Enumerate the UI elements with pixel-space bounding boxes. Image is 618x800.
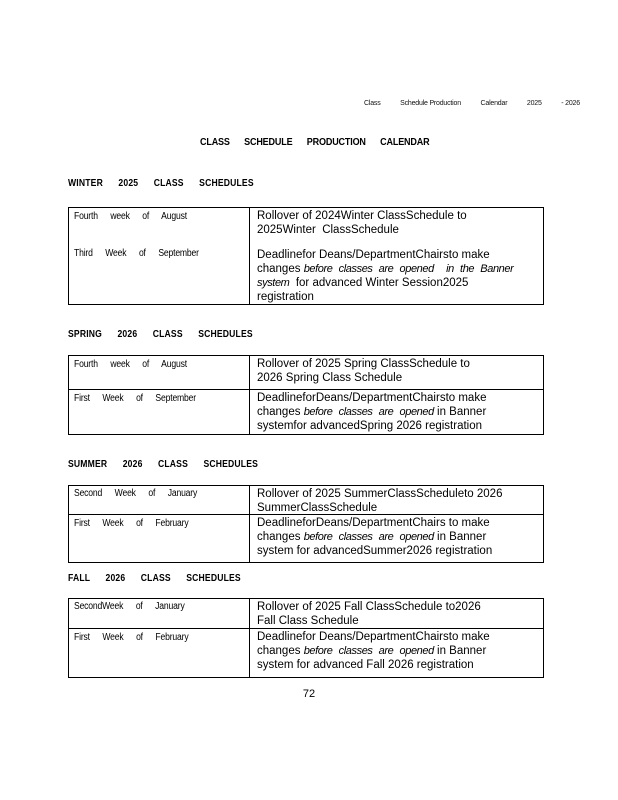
cell-when: First Week of February	[69, 629, 250, 677]
cell-what: Rollover of 2024Winter ClassSchedule to 2025Winter ClassSchedule	[257, 210, 467, 236]
cell-what: Deadlinefor Deans/DepartmentChairsto make changes before classes are opened in the Banner system for advanced Winter Session2025 registration	[257, 249, 514, 303]
section-heading-summer: SUMMER 2026 CLASS SCHEDULES	[68, 459, 259, 470]
running-header	[364, 100, 580, 107]
cell-when: First Week of September	[69, 390, 250, 434]
cell-what: Rollover of 2025 SummerClassScheduleto 2026 SummerClassSchedule	[257, 488, 503, 514]
page-title-text: CLASS SCHEDULE PRODUCTION CALENDAR	[200, 136, 430, 148]
page-number: 72	[302, 688, 316, 700]
cell-what: DeadlineforDeans/DepartmentChairsto make changes before classes are opened in Banner systemfor advancedSpring 2026 registration	[257, 392, 487, 432]
cell-when: Second Week of January	[69, 486, 250, 514]
page-title	[200, 136, 460, 148]
cell-what: Rollover of 2025 Spring ClassSchedule to 2026 Spring Class Schedule	[257, 358, 470, 384]
cell-when: Fourth week of August	[69, 208, 250, 247]
cell-when: SecondWeek of January	[69, 599, 250, 628]
running-header-part: Class	[364, 100, 381, 107]
schedule-table-summer	[68, 485, 544, 563]
table-row	[69, 356, 543, 390]
cell-when: Fourth week of August	[69, 356, 250, 389]
table-row	[69, 515, 543, 562]
section-heading-spring: SPRING 2026 CLASS SCHEDULES	[68, 329, 253, 340]
cell-what: DeadlineforDeans/DepartmentChairs to make changes before classes are opened in Banner system for advancedSummer2026 registration	[257, 517, 493, 557]
section-heading-fall: FALL 2026 CLASS SCHEDULES	[68, 573, 241, 584]
table-row	[69, 390, 543, 434]
running-header-part: Calendar	[480, 100, 508, 107]
section-heading-winter: WINTER 2025 CLASS SCHEDULES	[68, 178, 254, 189]
schedule-table-spring	[68, 355, 544, 435]
running-header-part: Schedule Production	[400, 100, 461, 107]
table-row	[69, 599, 543, 629]
cell-what: Deadlinefor Deans/DepartmentChairsto make changes before classes are opened in Banner system for advanced Fall 2026 registration	[257, 631, 490, 671]
running-header-part: - 2026	[561, 100, 580, 107]
schedule-table-winter	[68, 207, 544, 305]
table-row	[69, 247, 543, 304]
cell-what: Rollover of 2025 Fall ClassSchedule to2026 Fall Class Schedule	[257, 601, 481, 627]
table-row	[69, 208, 543, 247]
running-header-part: 2025	[526, 100, 542, 107]
schedule-table-fall	[68, 598, 544, 678]
cell-when: First Week of February	[69, 515, 250, 562]
table-row	[69, 486, 543, 515]
table-row	[69, 629, 543, 677]
cell-when: Third Week of September	[69, 247, 250, 304]
